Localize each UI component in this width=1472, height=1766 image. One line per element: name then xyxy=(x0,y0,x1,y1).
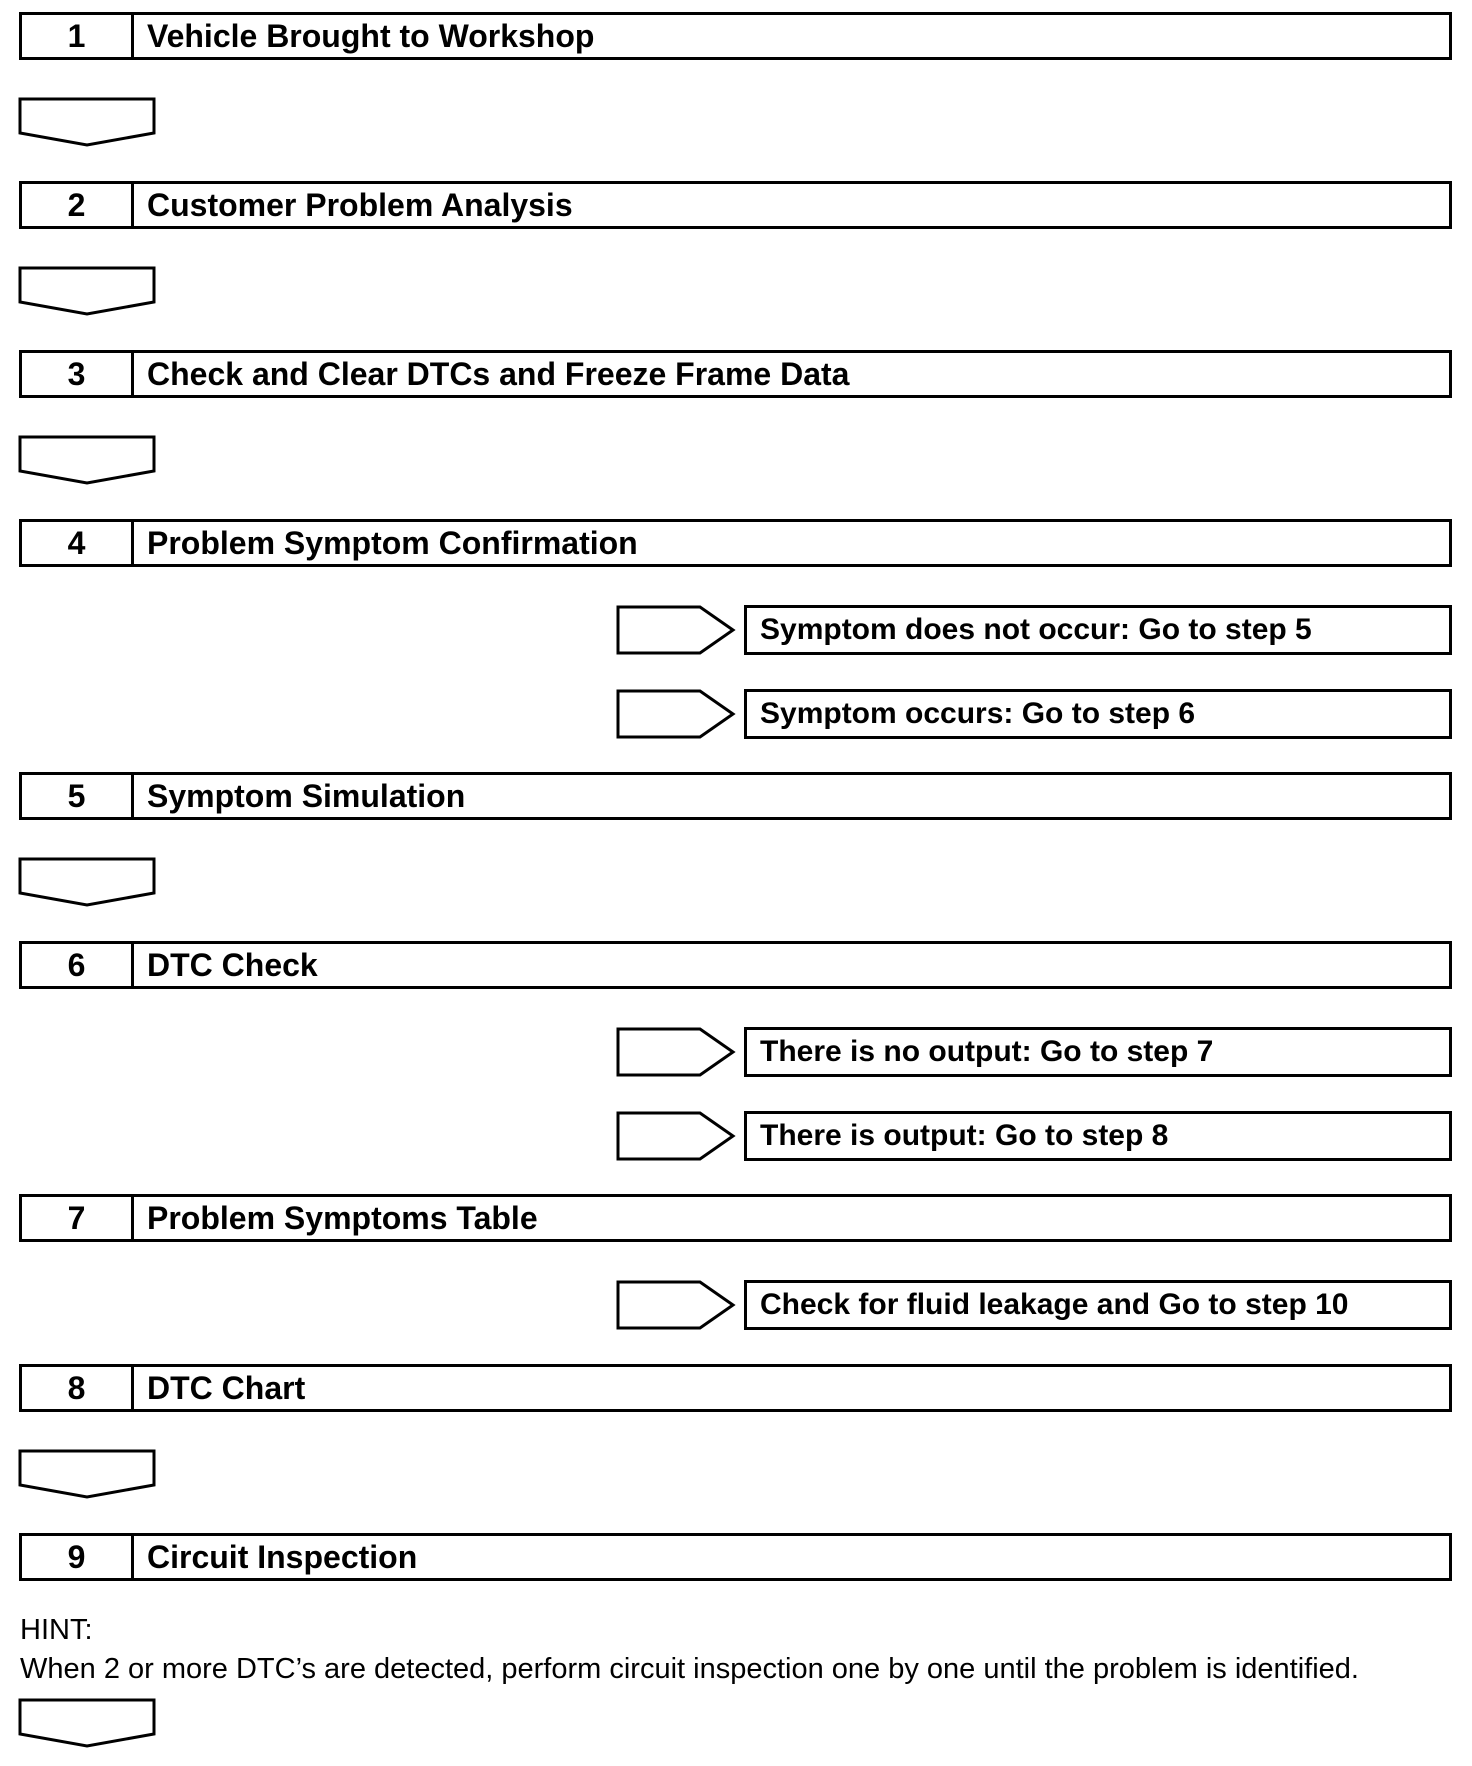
step-5-box xyxy=(19,772,1452,820)
step-title: Check and Clear DTCs and Freeze Frame Data xyxy=(147,355,850,392)
step-title: Problem Symptoms Table xyxy=(147,1199,538,1236)
right-arrow-icon xyxy=(616,1027,736,1077)
step-6-box xyxy=(19,941,1452,989)
right-arrow-icon xyxy=(616,1111,736,1161)
step-title: DTC Check xyxy=(147,946,318,983)
step-title: Problem Symptom Confirmation xyxy=(147,524,638,561)
step-number: 9 xyxy=(22,1536,134,1578)
branch-step6-2 xyxy=(616,1111,1452,1161)
hint-label: HINT: xyxy=(20,1614,93,1646)
step-number: 5 xyxy=(22,775,134,817)
step-number: 4 xyxy=(22,522,134,564)
step-7-box xyxy=(19,1194,1452,1242)
branch-label: Symptom occurs: Go to step 6 xyxy=(744,689,1452,739)
step-number: 8 xyxy=(22,1367,134,1409)
step-9-box xyxy=(19,1533,1452,1581)
down-arrow-icon xyxy=(18,857,156,907)
down-arrow-icon xyxy=(18,1698,156,1748)
step-number: 2 xyxy=(22,184,134,226)
step-4-box xyxy=(19,519,1452,567)
step-3-box xyxy=(19,350,1452,398)
right-arrow-icon xyxy=(616,605,736,655)
branch-step4-1 xyxy=(616,605,1452,655)
step-2-box xyxy=(19,181,1452,229)
step-title: DTC Chart xyxy=(147,1369,306,1406)
step-number: 1 xyxy=(22,15,134,57)
branch-label: There is no output: Go to step 7 xyxy=(744,1027,1452,1077)
branch-label: There is output: Go to step 8 xyxy=(744,1111,1452,1161)
down-arrow-icon xyxy=(18,435,156,485)
step-number: 7 xyxy=(22,1197,134,1239)
step-title: Circuit Inspection xyxy=(147,1538,418,1575)
step-title: Symptom Simulation xyxy=(147,777,466,814)
branch-label: Symptom does not occur: Go to step 5 xyxy=(744,605,1452,655)
hint-text: When 2 or more DTC’s are detected, perform circuit inspection one by one until the problem is identified. xyxy=(20,1653,1359,1685)
right-arrow-icon xyxy=(616,689,736,739)
branch-step4-2 xyxy=(616,689,1452,739)
step-title: Customer Problem Analysis xyxy=(147,186,573,223)
down-arrow-icon xyxy=(18,97,156,147)
down-arrow-icon xyxy=(18,266,156,316)
step-number: 3 xyxy=(22,353,134,395)
step-title: Vehicle Brought to Workshop xyxy=(147,17,595,54)
right-arrow-icon xyxy=(616,1280,736,1330)
down-arrow-icon xyxy=(18,1449,156,1499)
branch-step6-1 xyxy=(616,1027,1452,1077)
step-number: 6 xyxy=(22,944,134,986)
branch-label: Check for fluid leakage and Go to step 10 xyxy=(744,1280,1452,1330)
step-8-box xyxy=(19,1364,1452,1412)
branch-step7-1 xyxy=(616,1280,1452,1330)
step-1-box xyxy=(19,12,1452,60)
